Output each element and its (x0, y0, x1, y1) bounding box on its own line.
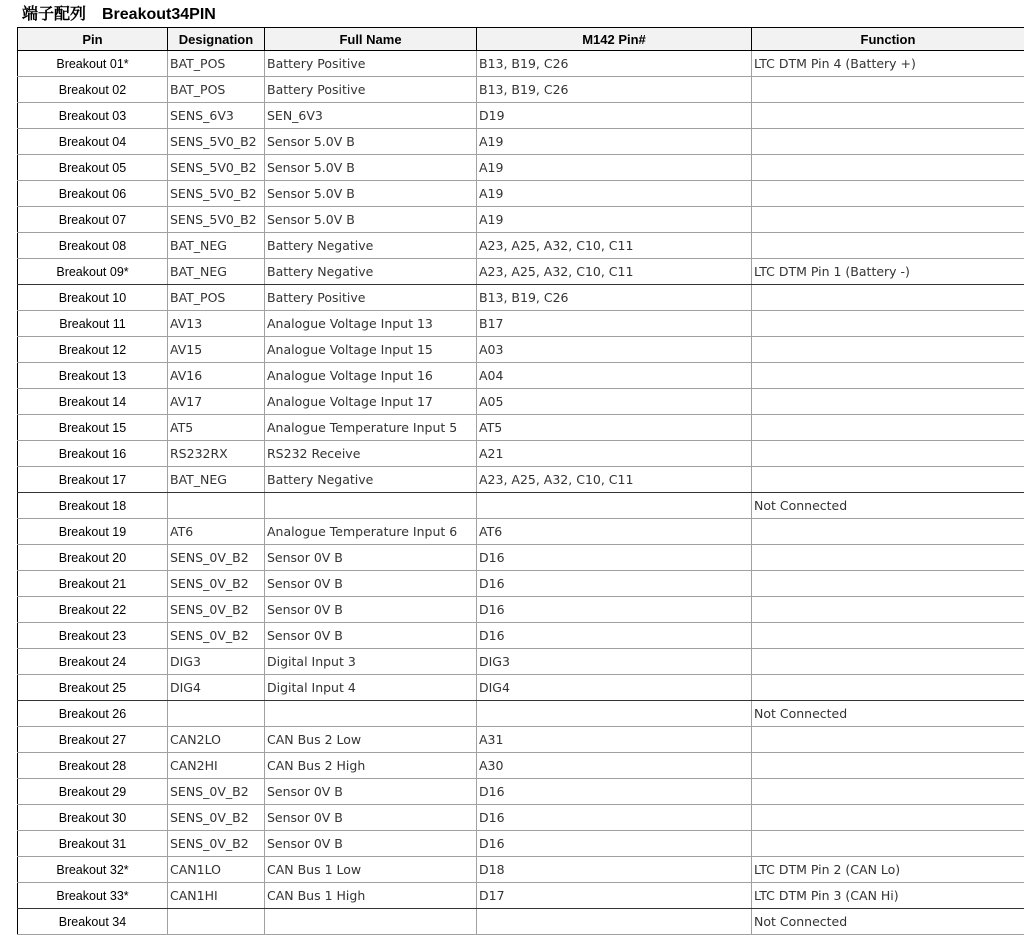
cell-pin: Breakout 01* (18, 51, 168, 77)
cell-pin: Breakout 25 (18, 675, 168, 701)
cell-designation: SENS_0V_B2 (168, 545, 265, 571)
cell-full-name (265, 493, 477, 519)
cell-function (752, 207, 1024, 233)
cell-pin: Breakout 03 (18, 103, 168, 129)
cell-full-name: Sensor 0V B (265, 831, 477, 857)
cell-pin: Breakout 21 (18, 571, 168, 597)
table-body (18, 51, 1024, 935)
cell-m142-pin: D16 (477, 831, 752, 857)
cell-function (752, 519, 1024, 545)
cell-m142-pin: A31 (477, 727, 752, 753)
table-row (18, 597, 1024, 623)
cell-full-name: Battery Negative (265, 259, 477, 285)
cell-pin: Breakout 34 (18, 909, 168, 935)
table-row (18, 519, 1024, 545)
cell-full-name: Analogue Voltage Input 13 (265, 311, 477, 337)
cell-function (752, 597, 1024, 623)
cell-full-name: Sensor 0V B (265, 805, 477, 831)
cell-full-name: Sensor 5.0V B (265, 155, 477, 181)
cell-m142-pin (477, 493, 752, 519)
table-row (18, 103, 1024, 129)
cell-m142-pin: AT6 (477, 519, 752, 545)
cell-full-name: Battery Positive (265, 285, 477, 311)
cell-function (752, 571, 1024, 597)
cell-m142-pin: B17 (477, 311, 752, 337)
cell-function (752, 779, 1024, 805)
table-row (18, 207, 1024, 233)
cell-m142-pin: DIG4 (477, 675, 752, 701)
cell-m142-pin: A30 (477, 753, 752, 779)
cell-m142-pin: AT5 (477, 415, 752, 441)
table-row (18, 155, 1024, 181)
cell-pin: Breakout 26 (18, 701, 168, 727)
table-row (18, 831, 1024, 857)
cell-function (752, 805, 1024, 831)
cell-function (752, 649, 1024, 675)
cell-full-name: Sensor 0V B (265, 597, 477, 623)
cell-function (752, 155, 1024, 181)
cell-designation: BAT_POS (168, 77, 265, 103)
cell-function: LTC DTM Pin 2 (CAN Lo) (752, 857, 1024, 883)
header-pin: Pin (18, 28, 168, 51)
cell-full-name: Sensor 0V B (265, 779, 477, 805)
cell-designation: AV16 (168, 363, 265, 389)
cell-designation: AV15 (168, 337, 265, 363)
cell-pin: Breakout 06 (18, 181, 168, 207)
cell-pin: Breakout 11 (18, 311, 168, 337)
cell-function (752, 753, 1024, 779)
cell-m142-pin: A19 (477, 129, 752, 155)
cell-designation: BAT_NEG (168, 467, 265, 493)
cell-m142-pin: DIG3 (477, 649, 752, 675)
cell-designation: CAN2HI (168, 753, 265, 779)
cell-function: Not Connected (752, 909, 1024, 935)
cell-full-name: Battery Positive (265, 51, 477, 77)
cell-designation: CAN2LO (168, 727, 265, 753)
cell-m142-pin: A19 (477, 155, 752, 181)
table-row (18, 623, 1024, 649)
cell-pin: Breakout 10 (18, 285, 168, 311)
cell-designation (168, 493, 265, 519)
cell-full-name: Sensor 0V B (265, 545, 477, 571)
header-function: Function (752, 28, 1024, 51)
cell-full-name: SEN_6V3 (265, 103, 477, 129)
table-row (18, 311, 1024, 337)
cell-full-name: Analogue Voltage Input 17 (265, 389, 477, 415)
cell-designation: SENS_6V3 (168, 103, 265, 129)
table-row (18, 389, 1024, 415)
cell-full-name: Digital Input 3 (265, 649, 477, 675)
cell-pin: Breakout 33* (18, 883, 168, 909)
cell-full-name: Analogue Voltage Input 15 (265, 337, 477, 363)
cell-m142-pin: B13, B19, C26 (477, 51, 752, 77)
cell-m142-pin: D16 (477, 623, 752, 649)
cell-full-name: Sensor 5.0V B (265, 207, 477, 233)
header-full-name: Full Name (265, 28, 477, 51)
cell-m142-pin: B13, B19, C26 (477, 285, 752, 311)
cell-pin: Breakout 13 (18, 363, 168, 389)
cell-designation: SENS_5V0_B2 (168, 155, 265, 181)
cell-m142-pin (477, 701, 752, 727)
cell-pin: Breakout 07 (18, 207, 168, 233)
cell-function: Not Connected (752, 701, 1024, 727)
cell-function (752, 363, 1024, 389)
table-row (18, 129, 1024, 155)
cell-m142-pin: D16 (477, 571, 752, 597)
cell-function (752, 129, 1024, 155)
cell-pin: Breakout 24 (18, 649, 168, 675)
cell-designation: SENS_0V_B2 (168, 831, 265, 857)
cell-pin: Breakout 15 (18, 415, 168, 441)
cell-m142-pin: D16 (477, 805, 752, 831)
header-m142-pin: M142 Pin# (477, 28, 752, 51)
cell-m142-pin: A05 (477, 389, 752, 415)
table-row (18, 441, 1024, 467)
cell-function (752, 103, 1024, 129)
cell-m142-pin: D19 (477, 103, 752, 129)
cell-function (752, 441, 1024, 467)
table-row (18, 467, 1024, 493)
cell-designation: BAT_POS (168, 51, 265, 77)
cell-full-name: Battery Negative (265, 233, 477, 259)
cell-pin: Breakout 09* (18, 259, 168, 285)
table-header-row (18, 28, 1024, 51)
cell-function (752, 623, 1024, 649)
table-row (18, 545, 1024, 571)
cell-designation: BAT_NEG (168, 233, 265, 259)
table-row (18, 753, 1024, 779)
cell-full-name: CAN Bus 2 Low (265, 727, 477, 753)
cell-pin: Breakout 22 (18, 597, 168, 623)
cell-full-name: Analogue Temperature Input 6 (265, 519, 477, 545)
cell-pin: Breakout 23 (18, 623, 168, 649)
cell-designation: SENS_0V_B2 (168, 623, 265, 649)
cell-pin: Breakout 08 (18, 233, 168, 259)
table-row (18, 77, 1024, 103)
cell-designation: SENS_0V_B2 (168, 779, 265, 805)
cell-m142-pin: D16 (477, 597, 752, 623)
cell-m142-pin: B13, B19, C26 (477, 77, 752, 103)
cell-function (752, 311, 1024, 337)
cell-full-name: RS232 Receive (265, 441, 477, 467)
cell-designation: SENS_5V0_B2 (168, 207, 265, 233)
cell-designation: DIG3 (168, 649, 265, 675)
cell-function (752, 389, 1024, 415)
cell-full-name: CAN Bus 2 High (265, 753, 477, 779)
cell-full-name (265, 701, 477, 727)
table-row (18, 675, 1024, 701)
cell-full-name: Sensor 5.0V B (265, 181, 477, 207)
cell-pin: Breakout 14 (18, 389, 168, 415)
cell-pin: Breakout 18 (18, 493, 168, 519)
cell-designation: SENS_0V_B2 (168, 571, 265, 597)
cell-full-name: Sensor 5.0V B (265, 129, 477, 155)
cell-pin: Breakout 19 (18, 519, 168, 545)
table-row (18, 51, 1024, 77)
cell-m142-pin: A03 (477, 337, 752, 363)
cell-pin: Breakout 27 (18, 727, 168, 753)
cell-pin: Breakout 05 (18, 155, 168, 181)
cell-m142-pin: D17 (477, 883, 752, 909)
cell-m142-pin (477, 909, 752, 935)
cell-pin: Breakout 12 (18, 337, 168, 363)
table-row (18, 415, 1024, 441)
table-row (18, 259, 1024, 285)
cell-m142-pin: D16 (477, 545, 752, 571)
cell-full-name: Analogue Voltage Input 16 (265, 363, 477, 389)
table-row (18, 649, 1024, 675)
table-row (18, 337, 1024, 363)
table-row (18, 363, 1024, 389)
cell-designation: AV13 (168, 311, 265, 337)
table-row (18, 285, 1024, 311)
cell-designation: SENS_0V_B2 (168, 805, 265, 831)
table-row (18, 727, 1024, 753)
cell-pin: Breakout 04 (18, 129, 168, 155)
cell-m142-pin: A23, A25, A32, C10, C11 (477, 467, 752, 493)
table-row (18, 493, 1024, 519)
cell-function: Not Connected (752, 493, 1024, 519)
table-row (18, 883, 1024, 909)
cell-designation: CAN1HI (168, 883, 265, 909)
cell-designation: AV17 (168, 389, 265, 415)
cell-designation: SENS_0V_B2 (168, 597, 265, 623)
header-designation: Designation (168, 28, 265, 51)
cell-function (752, 415, 1024, 441)
cell-function (752, 467, 1024, 493)
cell-pin: Breakout 16 (18, 441, 168, 467)
cell-full-name (265, 909, 477, 935)
cell-m142-pin: A19 (477, 181, 752, 207)
cell-pin: Breakout 32* (18, 857, 168, 883)
table-row (18, 909, 1024, 935)
cell-full-name: Battery Positive (265, 77, 477, 103)
cell-function (752, 181, 1024, 207)
cell-designation: AT6 (168, 519, 265, 545)
cell-designation: CAN1LO (168, 857, 265, 883)
table-row (18, 181, 1024, 207)
cell-pin: Breakout 29 (18, 779, 168, 805)
cell-function (752, 77, 1024, 103)
cell-full-name: CAN Bus 1 Low (265, 857, 477, 883)
cell-function: LTC DTM Pin 4 (Battery +) (752, 51, 1024, 77)
cell-pin: Breakout 31 (18, 831, 168, 857)
table-row (18, 701, 1024, 727)
cell-designation: RS232RX (168, 441, 265, 467)
cell-m142-pin: A23, A25, A32, C10, C11 (477, 233, 752, 259)
cell-function (752, 337, 1024, 363)
table-row (18, 857, 1024, 883)
cell-function (752, 233, 1024, 259)
cell-full-name: Sensor 0V B (265, 571, 477, 597)
cell-pin: Breakout 30 (18, 805, 168, 831)
cell-pin: Breakout 02 (18, 77, 168, 103)
cell-full-name: Digital Input 4 (265, 675, 477, 701)
cell-function (752, 675, 1024, 701)
cell-designation: DIG4 (168, 675, 265, 701)
cell-designation: BAT_NEG (168, 259, 265, 285)
page-title: 端子配列 Breakout34PIN (22, 3, 216, 27)
cell-pin: Breakout 20 (18, 545, 168, 571)
pin-table (17, 27, 1024, 935)
cell-pin: Breakout 17 (18, 467, 168, 493)
cell-designation: SENS_5V0_B2 (168, 129, 265, 155)
cell-m142-pin: D16 (477, 779, 752, 805)
cell-full-name: Battery Negative (265, 467, 477, 493)
table-row (18, 571, 1024, 597)
cell-designation: SENS_5V0_B2 (168, 181, 265, 207)
table-row (18, 779, 1024, 805)
cell-function: LTC DTM Pin 3 (CAN Hi) (752, 883, 1024, 909)
cell-m142-pin: A19 (477, 207, 752, 233)
cell-m142-pin: A21 (477, 441, 752, 467)
cell-full-name: CAN Bus 1 High (265, 883, 477, 909)
cell-function (752, 831, 1024, 857)
cell-full-name: Sensor 0V B (265, 623, 477, 649)
cell-function (752, 727, 1024, 753)
cell-m142-pin: A23, A25, A32, C10, C11 (477, 259, 752, 285)
cell-designation (168, 701, 265, 727)
cell-designation (168, 909, 265, 935)
cell-function (752, 545, 1024, 571)
cell-function: LTC DTM Pin 1 (Battery -) (752, 259, 1024, 285)
cell-function (752, 285, 1024, 311)
table-row (18, 233, 1024, 259)
cell-m142-pin: A04 (477, 363, 752, 389)
cell-pin: Breakout 28 (18, 753, 168, 779)
cell-designation: BAT_POS (168, 285, 265, 311)
cell-m142-pin: D18 (477, 857, 752, 883)
table-row (18, 805, 1024, 831)
cell-designation: AT5 (168, 415, 265, 441)
cell-full-name: Analogue Temperature Input 5 (265, 415, 477, 441)
